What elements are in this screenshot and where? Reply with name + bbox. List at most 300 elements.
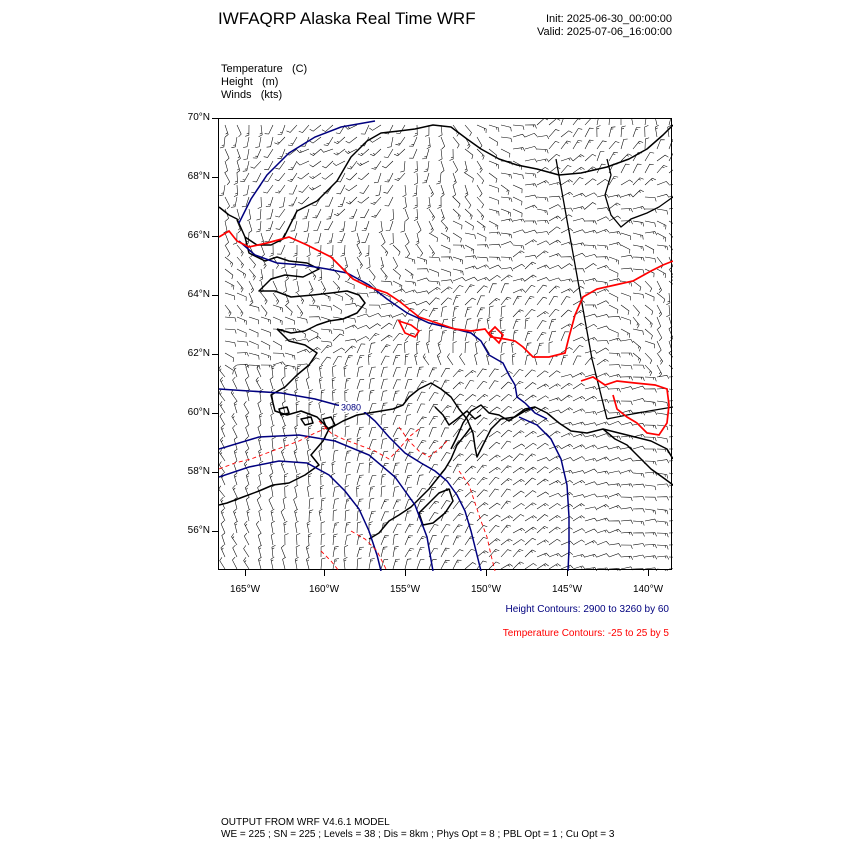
longitude-tick bbox=[486, 570, 487, 576]
wind-barb bbox=[237, 161, 240, 173]
wind-barb bbox=[537, 209, 548, 215]
wind-barb bbox=[441, 560, 450, 569]
wind-barb bbox=[441, 428, 449, 437]
wind-barb bbox=[441, 525, 450, 534]
wind-barb bbox=[256, 377, 261, 389]
wind-barb bbox=[306, 557, 309, 569]
wind-barb bbox=[501, 342, 506, 353]
wind-barb bbox=[512, 353, 516, 365]
wind-barb bbox=[319, 377, 322, 389]
wind-barb bbox=[453, 370, 463, 377]
wind-barb bbox=[525, 297, 534, 306]
latitude-label: 66°N bbox=[187, 229, 210, 241]
wind-barb bbox=[453, 296, 460, 306]
wind-barb bbox=[405, 367, 412, 377]
wind-barb bbox=[525, 503, 536, 509]
wind-barb bbox=[513, 264, 525, 269]
wind-barb bbox=[477, 308, 485, 317]
wind-barb bbox=[370, 149, 381, 156]
wind-barb bbox=[537, 251, 548, 257]
wind-barb bbox=[597, 434, 609, 437]
wind-barb bbox=[621, 508, 633, 512]
wind-barb bbox=[561, 444, 573, 449]
wind-barb bbox=[234, 473, 237, 485]
wind-barb bbox=[220, 557, 225, 569]
wind-barb bbox=[256, 209, 261, 220]
latitude-label: 56°N bbox=[187, 524, 210, 536]
wind-barb bbox=[393, 451, 400, 461]
wind-barb bbox=[621, 209, 633, 213]
latitude-label: 64°N bbox=[187, 288, 210, 300]
wind-barb bbox=[357, 325, 369, 329]
wind-barb bbox=[657, 413, 668, 418]
wind-barb bbox=[633, 305, 640, 316]
wind-barb bbox=[645, 519, 657, 522]
wind-barb bbox=[219, 366, 225, 377]
wind-barb bbox=[597, 568, 609, 571]
wind-barb bbox=[264, 149, 273, 157]
wind-barb bbox=[334, 137, 345, 144]
wind-barb bbox=[573, 356, 581, 365]
wind-barb bbox=[597, 471, 609, 474]
wind-barb bbox=[234, 509, 238, 521]
wind-barb bbox=[621, 353, 633, 357]
wind-barb bbox=[633, 533, 645, 537]
wind-barb bbox=[489, 515, 500, 521]
wind-barb bbox=[381, 315, 393, 318]
wind-barb bbox=[429, 257, 440, 262]
wind-barb bbox=[261, 317, 271, 324]
wind-barb bbox=[320, 485, 324, 497]
wind-barb bbox=[645, 389, 657, 393]
wind-barb bbox=[219, 486, 225, 497]
wind-barb bbox=[645, 152, 654, 161]
wind-barb bbox=[573, 457, 585, 461]
wind-barb bbox=[513, 197, 522, 205]
wind-barb bbox=[345, 325, 357, 329]
wind-barb bbox=[609, 506, 621, 510]
wind-barb bbox=[237, 257, 244, 268]
wind-barb bbox=[669, 520, 673, 524]
wind-barb bbox=[465, 370, 476, 377]
wind-barb bbox=[645, 305, 653, 315]
wind-barb bbox=[501, 275, 512, 281]
wind-barb bbox=[501, 149, 510, 158]
wind-barb bbox=[549, 431, 560, 437]
wind-barb bbox=[597, 245, 608, 250]
wind-barb bbox=[345, 346, 356, 353]
field-unit: (kts) bbox=[260, 89, 283, 101]
wind-barb bbox=[297, 339, 309, 342]
wind-barb bbox=[429, 287, 441, 293]
wind-barb bbox=[513, 467, 525, 473]
wind-barb bbox=[525, 230, 537, 233]
wind-barb bbox=[237, 125, 241, 137]
wind-barb bbox=[369, 137, 381, 142]
wind-barb bbox=[633, 141, 643, 149]
wind-barb bbox=[657, 305, 662, 317]
wind-barb bbox=[259, 545, 262, 557]
wind-barb bbox=[465, 490, 476, 497]
longitude-label: 165°W bbox=[229, 584, 261, 595]
wind-barb bbox=[344, 257, 347, 269]
wind-barb bbox=[270, 473, 273, 485]
wind-barb bbox=[233, 377, 237, 389]
wind-barb bbox=[597, 257, 609, 261]
wind-barb bbox=[585, 203, 596, 210]
wind-barb bbox=[669, 557, 673, 561]
wind-barb bbox=[657, 460, 669, 464]
wind-barb bbox=[219, 185, 225, 196]
wind-barb bbox=[621, 401, 632, 405]
wind-barb bbox=[669, 329, 673, 341]
wind-barb bbox=[477, 369, 487, 377]
wind-barb bbox=[585, 435, 597, 438]
wind-barb bbox=[429, 281, 440, 286]
wind-barb bbox=[666, 293, 670, 305]
wind-barb bbox=[396, 137, 406, 145]
wind-barb bbox=[295, 485, 298, 497]
wind-barb bbox=[549, 384, 561, 389]
wind-barb bbox=[513, 528, 525, 533]
wind-barb bbox=[244, 533, 249, 545]
wind-barb bbox=[621, 194, 633, 197]
wind-barb bbox=[597, 530, 609, 533]
field-winds bbox=[221, 89, 282, 101]
wind-barb bbox=[249, 353, 259, 360]
wind-barb bbox=[278, 125, 285, 135]
wind-barb bbox=[489, 467, 501, 473]
wind-barb bbox=[357, 233, 360, 245]
wind-barb bbox=[360, 185, 369, 193]
wind-barb bbox=[261, 293, 267, 304]
wind-barb bbox=[513, 514, 524, 521]
wind-barb bbox=[260, 461, 264, 473]
wind-barb bbox=[573, 218, 585, 221]
wind-barb bbox=[225, 233, 229, 245]
wind-barb bbox=[261, 305, 267, 316]
wind-barb bbox=[573, 230, 585, 233]
wind-barb bbox=[489, 306, 494, 317]
wind-barb bbox=[417, 475, 424, 485]
wind-barb bbox=[453, 514, 463, 522]
wind-barb bbox=[669, 184, 673, 188]
coastline bbox=[219, 125, 673, 539]
wind-barb bbox=[453, 342, 457, 354]
wind-barb bbox=[573, 409, 585, 413]
wind-barb bbox=[609, 141, 619, 149]
wind-barb bbox=[597, 410, 609, 413]
wind-barb bbox=[259, 269, 262, 281]
wind-barb bbox=[477, 465, 487, 473]
wind-barb bbox=[525, 467, 537, 473]
wind-barb bbox=[357, 414, 362, 425]
wind-barb bbox=[633, 544, 645, 547]
wind-barb bbox=[513, 539, 525, 545]
wind-barb bbox=[657, 533, 668, 537]
map-panel[interactable] bbox=[218, 118, 672, 570]
wind-barb bbox=[441, 233, 450, 242]
wind-barb bbox=[549, 331, 556, 341]
wind-barb bbox=[537, 564, 549, 569]
wind-barb bbox=[288, 173, 297, 181]
wind-barb bbox=[429, 269, 438, 277]
wind-barb bbox=[657, 293, 665, 303]
wind-barb bbox=[465, 319, 471, 329]
wind-barb bbox=[258, 401, 261, 413]
wind-barb bbox=[441, 307, 447, 318]
wind-barb bbox=[249, 221, 252, 233]
wind-barb bbox=[393, 559, 400, 569]
height-contours-legend: Height Contours: 2900 to 3260 by 60 bbox=[505, 604, 669, 615]
wind-barb bbox=[585, 314, 597, 317]
wind-barb bbox=[275, 185, 285, 193]
wind-barb bbox=[232, 533, 238, 545]
wind-barb bbox=[346, 185, 358, 191]
wind-barb bbox=[525, 331, 532, 341]
wind-barb bbox=[549, 481, 561, 486]
wind-barb bbox=[417, 257, 427, 264]
wind-barb bbox=[501, 382, 512, 389]
wind-barb bbox=[477, 185, 482, 197]
wind-barb bbox=[489, 503, 500, 509]
wind-barb bbox=[298, 197, 309, 204]
wind-barb bbox=[597, 482, 609, 485]
wind-barb bbox=[263, 185, 273, 193]
wind-barb bbox=[645, 401, 656, 406]
wind-barb bbox=[525, 275, 536, 281]
wind-barb bbox=[513, 173, 523, 179]
wind-barb bbox=[393, 245, 400, 256]
wind-barb bbox=[345, 378, 351, 389]
wind-barb bbox=[609, 521, 621, 525]
wind-barb bbox=[477, 296, 485, 305]
wind-barb bbox=[573, 529, 585, 533]
wind-barb bbox=[621, 497, 632, 501]
wind-barb bbox=[325, 197, 333, 206]
wind-barb bbox=[345, 293, 353, 303]
wind-barb bbox=[345, 499, 351, 510]
wind-barb bbox=[453, 525, 463, 533]
wind-barb bbox=[369, 324, 381, 329]
wind-barb bbox=[381, 356, 389, 365]
wind-barb bbox=[299, 125, 309, 133]
wind-barb bbox=[585, 518, 597, 521]
wind-barb bbox=[501, 197, 512, 202]
wind-barb bbox=[501, 430, 512, 437]
wind-barb bbox=[669, 425, 673, 432]
wind-barb bbox=[585, 305, 597, 309]
wind-barb bbox=[249, 341, 258, 349]
wind-barb bbox=[345, 356, 353, 365]
wind-barb bbox=[561, 264, 573, 269]
wind-barb bbox=[225, 293, 235, 300]
wind-barb bbox=[249, 317, 259, 324]
wind-barb bbox=[307, 437, 310, 449]
wind-barb bbox=[489, 173, 497, 183]
wind-barb bbox=[372, 161, 382, 169]
wind-barb bbox=[621, 423, 633, 426]
wind-barb bbox=[429, 441, 438, 450]
wind-barb bbox=[561, 141, 571, 149]
wind-barb bbox=[465, 125, 472, 136]
wind-barb bbox=[453, 477, 463, 485]
wind-barb bbox=[573, 504, 585, 509]
wind-barb bbox=[573, 178, 583, 186]
wind-barb bbox=[633, 446, 645, 449]
longitude-tick bbox=[245, 570, 246, 576]
wind-barb bbox=[537, 492, 549, 497]
wind-barb bbox=[357, 522, 361, 533]
wind-barb bbox=[333, 486, 339, 497]
wind-barb bbox=[265, 125, 273, 134]
wind-barb bbox=[315, 257, 321, 267]
wind-barb bbox=[669, 568, 673, 571]
wind-barb bbox=[525, 173, 536, 178]
wind-barb bbox=[512, 341, 515, 353]
longitude-label: 145°W bbox=[551, 584, 583, 595]
wind-barb bbox=[477, 125, 486, 133]
wind-barb bbox=[453, 245, 464, 249]
wind-barb bbox=[525, 221, 537, 225]
wind-barb bbox=[537, 265, 549, 269]
wind-barb bbox=[333, 499, 339, 510]
wind-barb bbox=[573, 445, 585, 449]
wind-barb bbox=[258, 197, 262, 209]
wind-barb bbox=[256, 221, 261, 232]
wind-barb bbox=[621, 567, 633, 570]
wind-barb bbox=[319, 449, 322, 461]
wind-barb bbox=[414, 209, 418, 221]
wind-barb bbox=[669, 533, 673, 537]
wind-barb bbox=[271, 521, 275, 533]
wind-barb bbox=[573, 119, 583, 125]
wind-barb bbox=[381, 451, 388, 461]
latitude-tick bbox=[212, 472, 218, 473]
wind-barb bbox=[221, 545, 225, 557]
wind-barb bbox=[501, 219, 513, 222]
wind-barb bbox=[597, 119, 603, 125]
field-temperature bbox=[221, 63, 307, 75]
wind-barb bbox=[259, 437, 262, 449]
wind-barb bbox=[537, 553, 549, 557]
wind-barb bbox=[525, 431, 537, 437]
wind-barb bbox=[237, 245, 243, 256]
wind-barb bbox=[501, 394, 512, 401]
wind-barb bbox=[296, 281, 299, 293]
wind-barb bbox=[597, 151, 604, 161]
wind-barb bbox=[501, 441, 511, 449]
wind-barb bbox=[657, 194, 669, 197]
wind-barb bbox=[427, 137, 431, 149]
wind-barb bbox=[296, 545, 300, 557]
wind-barb bbox=[381, 474, 386, 485]
wind-barb bbox=[319, 365, 323, 377]
wind-barb bbox=[549, 196, 561, 200]
wind-barb bbox=[302, 209, 309, 219]
wind-barb bbox=[465, 454, 476, 461]
wind-barb bbox=[273, 317, 282, 325]
wind-barb bbox=[441, 380, 449, 389]
wind-barb bbox=[409, 137, 417, 146]
latitude-tick bbox=[212, 177, 218, 178]
height-contour bbox=[519, 417, 569, 571]
wind-barb bbox=[357, 427, 364, 437]
wind-barb bbox=[549, 216, 561, 221]
wind-barb bbox=[657, 245, 668, 250]
wind-barb bbox=[666, 305, 670, 317]
field-name: Temperature bbox=[221, 63, 283, 75]
wind-barb bbox=[657, 509, 668, 514]
wind-barb bbox=[310, 161, 322, 167]
wind-barb bbox=[513, 289, 525, 293]
wind-barb bbox=[224, 221, 227, 233]
wind-barb bbox=[573, 566, 585, 569]
wind-barb bbox=[609, 494, 621, 498]
wind-barb bbox=[609, 471, 621, 474]
wind-barb bbox=[244, 401, 249, 413]
wind-barb bbox=[285, 365, 296, 371]
wind-barb bbox=[537, 278, 549, 282]
wind-barb bbox=[234, 401, 237, 413]
wind-barb bbox=[525, 355, 531, 365]
wind-barb bbox=[537, 443, 549, 449]
wind-barb bbox=[453, 382, 464, 389]
wind-barb bbox=[405, 302, 417, 305]
wind-barb bbox=[561, 504, 573, 509]
latitude-label: 62°N bbox=[187, 347, 210, 359]
wind-barb bbox=[429, 330, 433, 341]
wind-barb bbox=[322, 173, 333, 179]
wind-barb bbox=[403, 197, 407, 209]
wind-barb bbox=[405, 403, 412, 413]
wind-barb bbox=[549, 205, 561, 209]
wind-barb bbox=[233, 545, 237, 557]
wind-barb bbox=[633, 207, 645, 210]
wind-barb bbox=[358, 149, 369, 156]
wind-barb bbox=[358, 173, 369, 180]
longitude-tick bbox=[405, 570, 406, 576]
wind-barb bbox=[465, 441, 474, 450]
wind-barb bbox=[645, 425, 656, 429]
wind-barb bbox=[405, 209, 409, 221]
wind-barb bbox=[609, 484, 621, 488]
wind-barb bbox=[369, 390, 374, 401]
wind-barb bbox=[561, 516, 573, 521]
wind-barb bbox=[597, 446, 609, 449]
wind-barb bbox=[441, 287, 452, 293]
wind-barb bbox=[585, 507, 597, 510]
wind-barb bbox=[357, 245, 362, 257]
wind-barb bbox=[549, 286, 560, 293]
wind-barb bbox=[265, 233, 274, 242]
wind-barb bbox=[669, 545, 673, 549]
wind-barb bbox=[453, 161, 458, 173]
temperature-contour-dashed bbox=[399, 427, 449, 457]
wind-barb bbox=[585, 337, 597, 341]
wind-barb bbox=[633, 233, 643, 240]
wind-barb bbox=[251, 161, 262, 168]
temperature-contour-solid bbox=[399, 321, 419, 337]
wind-barb bbox=[379, 221, 383, 233]
wind-barb bbox=[309, 402, 313, 414]
wind-barb bbox=[357, 379, 364, 389]
height-contours bbox=[219, 121, 569, 571]
wind-barb bbox=[549, 254, 561, 257]
wind-barb bbox=[369, 125, 381, 130]
wind-barb bbox=[561, 552, 573, 557]
wind-barb bbox=[221, 521, 225, 533]
